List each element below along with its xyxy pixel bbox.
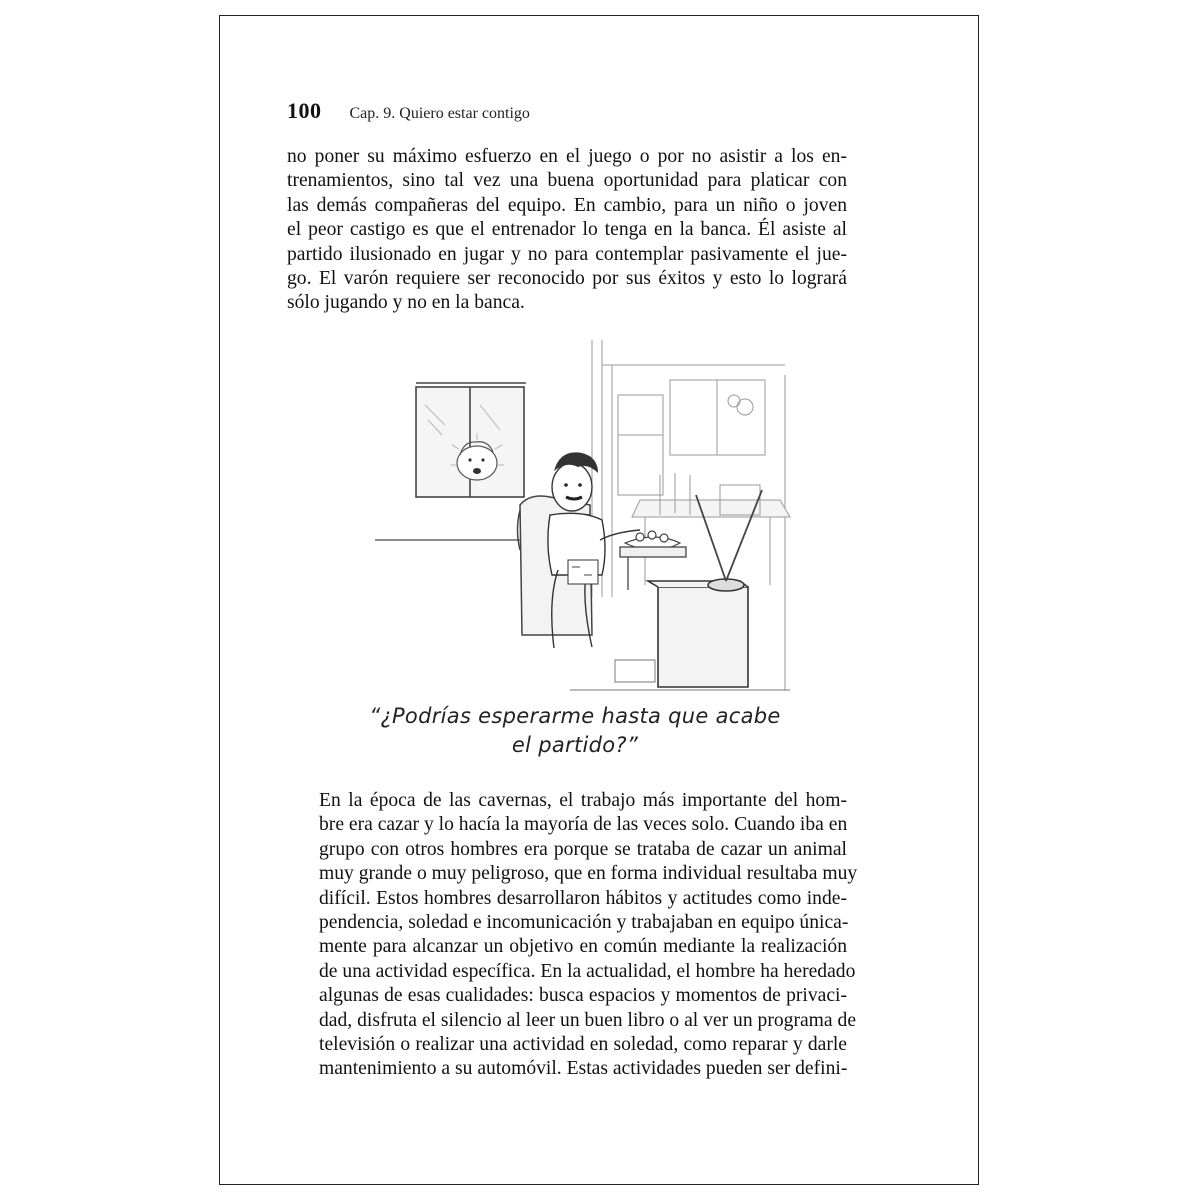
paragraph-line: En la época de las cavernas, el trabajo más importante del hom- <box>319 790 847 811</box>
paragraph-line: muy grande o muy peligroso, que en forma individual resultaba muy <box>319 863 858 885</box>
caption-line-1: “¿Podrías esperarme hasta que acabe <box>369 704 781 728</box>
paragraph-line: sólo jugando y no en la banca. <box>287 292 525 314</box>
running-head <box>287 98 530 128</box>
paragraph-line: algunas de esas cualidades: busca espacios y momentos de privaci- <box>319 985 847 1007</box>
paragraph-line: go. El varón requiere ser reconocido por sus éxitos y esto lo logrará <box>287 268 847 290</box>
chapter-title: Cap. 9. Quiero estar contigo <box>349 105 530 122</box>
paragraph-line: mantenimiento a su automóvil. Estas actividades pueden ser defini- <box>319 1058 848 1080</box>
paragraph-line: pendencia, soledad e incomunicación y trabajaban en equipo única- <box>319 912 849 934</box>
paragraph-line: dad, disfruta el silencio al leer un buen libro o al ver un programa de <box>319 1009 857 1031</box>
paragraph-line: televisión o realizar una actividad en soledad, como reparar y darle <box>319 1034 847 1056</box>
page-number: 100 <box>287 98 322 123</box>
body-paragraph-2 <box>287 789 858 1082</box>
cartoon-illustration <box>360 335 800 695</box>
paragraph-line: las demás compañeras del equipo. En cambio, para un niño o joven <box>287 194 847 216</box>
paragraph-line: mente para alcanzar un objetivo en común mediante la realización <box>319 936 847 958</box>
paragraph-line: difícil. Estos hombres desarrollaron hábitos y actitudes como inde- <box>319 887 847 909</box>
paragraph-line: grupo con otros hombres era porque se trataba de cazar un animal <box>319 838 847 860</box>
paragraph-line: no poner su máximo esfuerzo en el juego o por no asistir a los en- <box>287 146 847 167</box>
caption-line-2: el partido?” <box>511 733 639 757</box>
paragraph-line: bre era cazar y lo hacía la mayoría de las veces solo. Cuando iba en <box>319 814 848 836</box>
paragraph-line: trenamientos, sino tal vez una buena oportunidad para platicar con <box>287 170 847 192</box>
paragraph-line: el peor castigo es que el entrenador lo tenga en la banca. Él asiste al <box>287 219 847 241</box>
paragraph-line: de una actividad específica. En la actualidad, el hombre ha heredado <box>319 960 856 982</box>
illustration-caption <box>330 702 820 760</box>
body-paragraph-1 <box>287 145 847 316</box>
paragraph-line: partido ilusionado en jugar y no para contemplar pasivamente el jue- <box>287 243 847 265</box>
